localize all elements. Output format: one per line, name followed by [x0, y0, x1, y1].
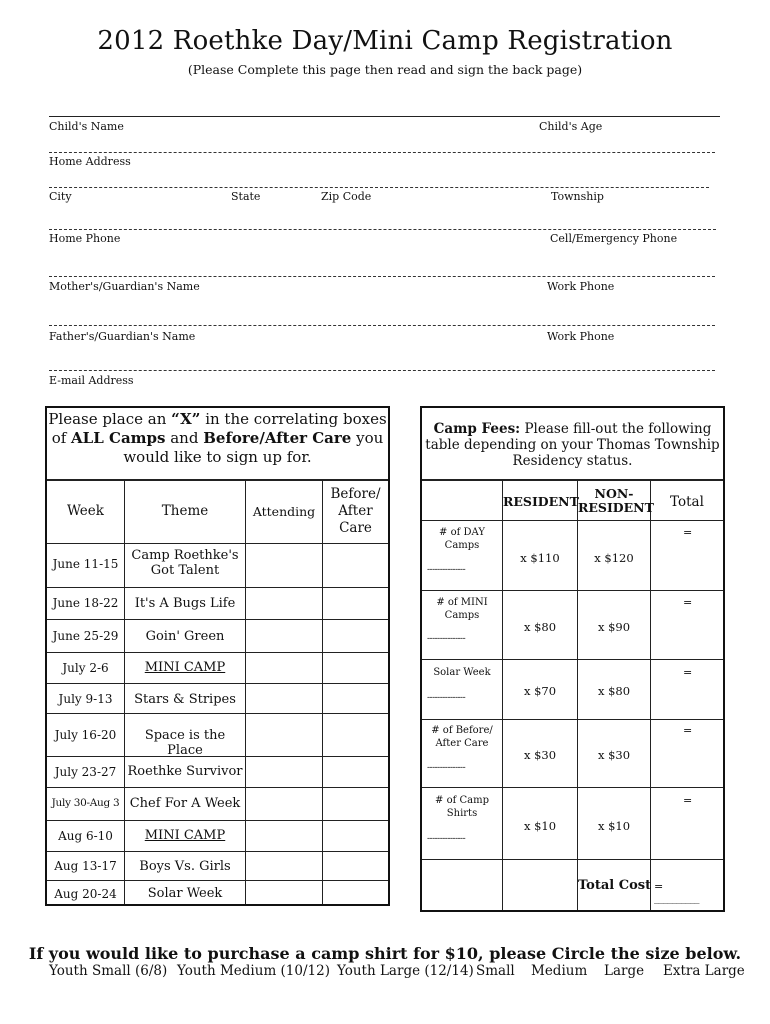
- fee-row-label: # of DAY Camps: [439, 527, 485, 551]
- non-resident-price: x $80: [597, 684, 631, 698]
- before-after-checkbox[interactable]: [323, 757, 388, 787]
- attending-checkbox[interactable]: [246, 684, 322, 713]
- before-after-header: Before/ After Care: [330, 486, 381, 536]
- attending-checkbox[interactable]: [246, 757, 322, 787]
- attending-checkbox[interactable]: [246, 588, 322, 619]
- fees-row-divider: [422, 787, 723, 788]
- fee-quantity-blank[interactable]: ---------------: [427, 763, 466, 773]
- attending-checkbox[interactable]: [246, 852, 322, 880]
- attending-header: Attending: [252, 504, 316, 519]
- township-label: Township: [551, 190, 604, 203]
- theme-cell: Camp Roethke's Got Talent: [131, 548, 239, 578]
- total-equals: =: [683, 794, 693, 807]
- total-cost-label: Total Cost: [578, 878, 652, 893]
- home-phone-label: Home Phone: [49, 232, 121, 245]
- theme-cell: Boys Vs. Girls: [139, 859, 231, 874]
- attending-checkbox[interactable]: [246, 821, 322, 851]
- fees-row-divider: [422, 859, 723, 860]
- non-resident-price: x $90: [597, 620, 631, 634]
- size-option[interactable]: Extra Large: [663, 963, 745, 979]
- non-resident-price: x $30: [597, 748, 631, 762]
- week-cell: Aug 20-24: [54, 887, 117, 901]
- before-after-checkbox[interactable]: [323, 852, 388, 880]
- camp-instructions: Please place an “X” in the correlating boxes of ALL Camps and Before/After Care you would like to sign up for.: [48, 410, 387, 466]
- fees-row-divider: [422, 659, 723, 660]
- father-name-label: Father's/Guardian's Name: [49, 330, 196, 343]
- before-after-checkbox[interactable]: [323, 714, 388, 756]
- attending-checkbox[interactable]: [246, 544, 322, 587]
- theme-cell: Goin' Green: [145, 629, 225, 644]
- week-cell: June 18-22: [52, 596, 119, 610]
- week-cell: July 23-27: [54, 765, 117, 779]
- mother-name-label: Mother's/Guardian's Name: [49, 280, 200, 293]
- before-after-checkbox[interactable]: [323, 620, 388, 652]
- resident-price: x $70: [523, 684, 557, 698]
- city-line[interactable]: [49, 187, 709, 188]
- total-header: Total: [670, 494, 704, 510]
- size-option[interactable]: Youth Large (12/14): [337, 963, 474, 979]
- size-option[interactable]: Youth Medium (10/12): [177, 963, 330, 979]
- total-equals: =: [683, 596, 693, 609]
- attending-checkbox[interactable]: [246, 653, 322, 683]
- childs-name-line[interactable]: [49, 116, 720, 117]
- resident-price: x $10: [523, 819, 557, 833]
- resident-price: x $80: [523, 620, 557, 634]
- total-equals: =: [683, 724, 693, 737]
- fees-row-divider: [422, 520, 723, 521]
- size-option[interactable]: Medium: [531, 963, 588, 979]
- week-cell: July 30-Aug 3: [51, 797, 120, 809]
- home-address-line[interactable]: [49, 152, 715, 153]
- size-option[interactable]: Small: [476, 963, 515, 979]
- non-resident-header: NON-RESIDENT: [578, 486, 654, 515]
- table-header-divider: [47, 479, 388, 481]
- childs-name-label: Child's Name: [49, 120, 124, 133]
- theme-cell: MINI CAMP: [144, 660, 226, 675]
- week-cell: July 9-13: [58, 692, 113, 706]
- page-title: 2012 Roethke Day/Mini Camp Registration: [97, 26, 673, 56]
- week-cell: June 11-15: [52, 557, 119, 571]
- fees-row-divider: [422, 719, 723, 720]
- week-cell: Aug 6-10: [58, 829, 113, 843]
- total-cost-equals: =: [654, 880, 664, 893]
- zip-code-label: Zip Code: [321, 190, 372, 203]
- non-resident-price: x $10: [597, 819, 631, 833]
- week-cell: Aug 13-17: [54, 859, 117, 873]
- theme-cell: Stars & Stripes: [134, 692, 236, 707]
- cell-phone-label: Cell/Emergency Phone: [550, 232, 678, 245]
- before-after-checkbox[interactable]: [323, 881, 388, 904]
- fee-quantity-blank[interactable]: ---------------: [427, 565, 466, 575]
- week-cell: June 25-29: [52, 629, 119, 643]
- city-label: City: [49, 190, 72, 203]
- non-resident-price: x $120: [594, 551, 634, 565]
- attending-checkbox[interactable]: [246, 714, 322, 756]
- week-cell: July 16-20: [54, 728, 117, 742]
- shirt-question: If you would like to purchase a camp shirt for $10, please Circle the size below.: [28, 944, 742, 963]
- total-equals: =: [683, 526, 693, 539]
- childs-age-label: Child's Age: [539, 120, 603, 133]
- fees-column-divider: [650, 480, 651, 910]
- theme-cell: Space is the Place: [144, 728, 226, 758]
- week-header: Week: [67, 503, 104, 519]
- camp-fees-intro: Camp Fees: Please fill-out the following table depending on your Thomas Township Residency status.: [425, 421, 720, 469]
- resident-price: x $110: [520, 551, 560, 565]
- before-after-checkbox[interactable]: [323, 653, 388, 683]
- week-cell: July 2-6: [62, 661, 109, 675]
- before-after-checkbox[interactable]: [323, 544, 388, 587]
- theme-cell: It's A Bugs Life: [134, 596, 236, 611]
- home-address-label: Home Address: [49, 155, 131, 168]
- mother-name-line[interactable]: [49, 276, 715, 277]
- father-work-phone-label: Work Phone: [547, 330, 615, 343]
- before-after-checkbox[interactable]: [323, 821, 388, 851]
- fee-quantity-blank[interactable]: ---------------: [427, 634, 466, 644]
- theme-cell: Solar Week: [147, 886, 223, 901]
- email-label: E-mail Address: [49, 374, 134, 387]
- fee-quantity-blank[interactable]: ---------------: [427, 693, 466, 703]
- attending-checkbox[interactable]: [246, 881, 322, 904]
- theme-cell: Chef For A Week: [129, 796, 241, 811]
- fee-row-label: # of Camp Shirts: [435, 795, 489, 819]
- state-label: State: [231, 190, 261, 203]
- size-option[interactable]: Large: [604, 963, 645, 979]
- home-phone-line[interactable]: [49, 229, 716, 230]
- fees-row-divider: [422, 590, 723, 591]
- attending-checkbox[interactable]: [246, 788, 322, 820]
- page-subtitle: (Please Complete this page then read and sign the back page): [187, 62, 583, 77]
- fee-row-label: # of MINI Camps: [436, 597, 488, 621]
- resident-header: RESIDENT: [503, 494, 579, 509]
- attending-checkbox[interactable]: [246, 620, 322, 652]
- theme-cell: Roethke Survivor: [127, 764, 243, 779]
- before-after-checkbox[interactable]: [323, 684, 388, 713]
- email-line[interactable]: [49, 370, 715, 371]
- father-name-line[interactable]: [49, 325, 715, 326]
- fees-header-divider: [422, 479, 723, 481]
- before-after-checkbox[interactable]: [323, 788, 388, 820]
- size-option[interactable]: Youth Small (6/8): [49, 963, 168, 979]
- mother-work-phone-label: Work Phone: [547, 280, 615, 293]
- fee-row-label: Solar Week: [433, 667, 491, 678]
- fee-quantity-blank[interactable]: ---------------: [427, 834, 466, 844]
- fee-row-label: # of Before/ After Care: [431, 725, 493, 749]
- resident-price: x $30: [523, 748, 557, 762]
- theme-cell: MINI CAMP: [144, 828, 226, 843]
- theme-header: Theme: [161, 503, 209, 519]
- before-after-checkbox[interactable]: [323, 588, 388, 619]
- total-equals: =: [683, 666, 693, 679]
- total-cost-blank[interactable]: __________: [654, 893, 699, 904]
